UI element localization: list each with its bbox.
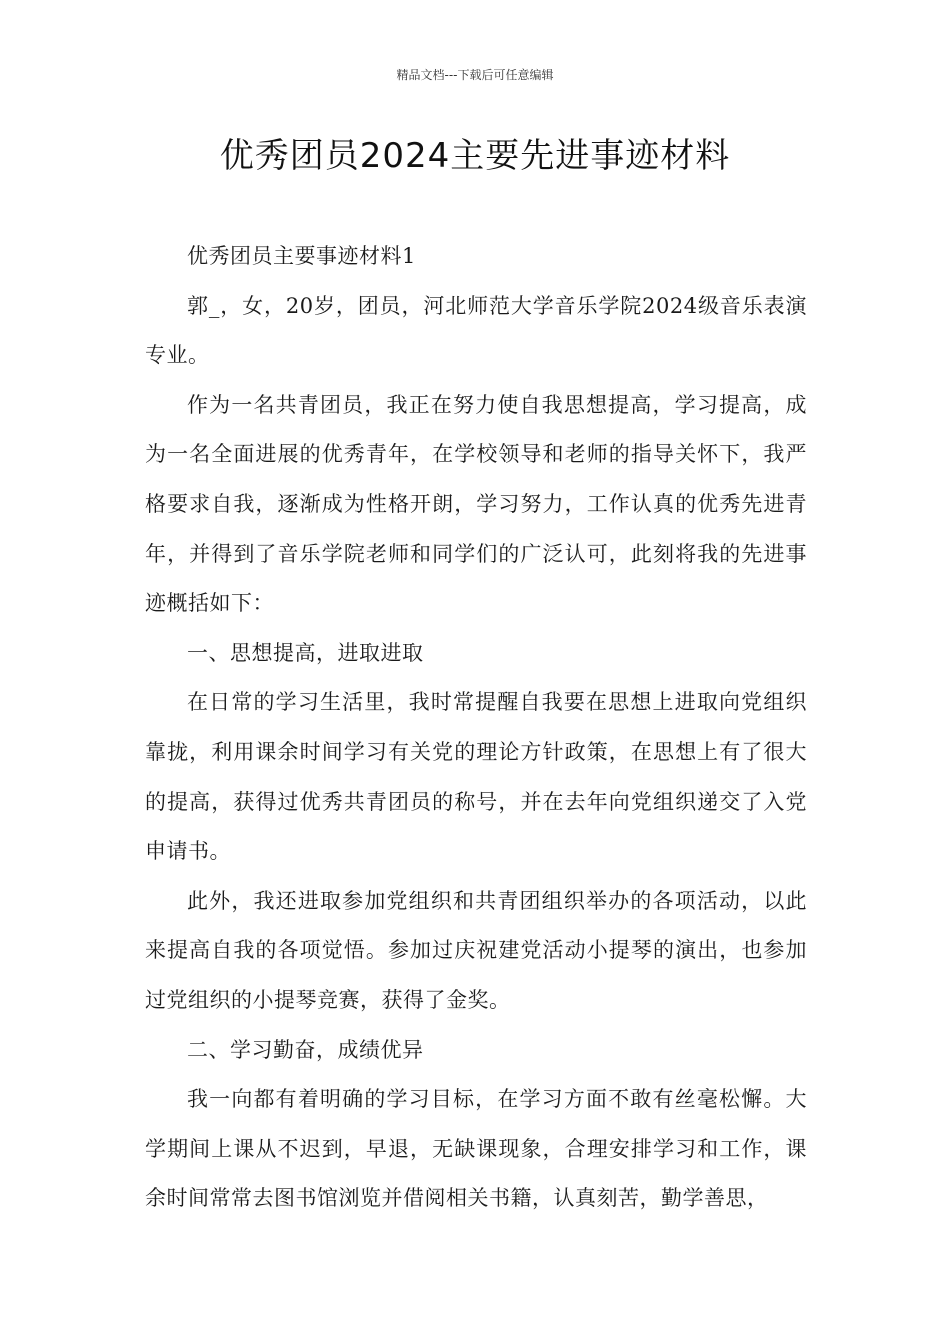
section-heading-2: 二、学习勤奋，成绩优异 xyxy=(187,1037,424,1062)
paragraph-2: 郭_，女，20岁，团员，河北师范大学音乐学院2024级音乐表演专业。 xyxy=(145,293,807,368)
paragraph-1: 优秀团员主要事迹材料1 xyxy=(187,244,416,268)
section-heading-1: 一、思想提高，进取进取 xyxy=(187,640,424,665)
document-title: 优秀团员2024主要先进事迹材料 xyxy=(219,136,731,176)
paragraph-6: 我一向都有着明确的学习目标，在学习方面不敢有丝毫松懈。大学期间上课从不迟到，早退，无缺课现象，合理安排学习和工作，课余时间常常去图书馆浏览并借阅相关书籍，认真刻苦，勤学善思， xyxy=(145,1087,807,1211)
paragraph-5: 此外，我还进取参加党组织和共青团组织举办的各项活动，以此来提高自我的各项觉悟。参加过庆祝建党活动小提琴的演出，也参加过党组织的小提琴竞赛，获得了金奖。 xyxy=(145,888,807,1012)
paragraph-4: 在日常的学习生活里，我时常提醒自我要在思想上进取向党组织靠拢，利用课余时间学习有关党的理论方针政策，在思想上有了很大的提高，获得过优秀共青团员的称号，并在去年向党组织递交了入党申请书。 xyxy=(145,690,807,864)
paragraph-3: 作为一名共青团员，我正在努力使自我思想提高，学习提高，成为一名全面进展的优秀青年，在学校领导和老师的指导关怀下，我严格要求自我，逐渐成为性格开朗，学习努力，工作认真的优秀先进青年，并得到了音乐学院老师和同学们的广泛认可，此刻将我的先进事迹概括如下： xyxy=(145,392,807,616)
header-note: 精品文档---下载后可任意编辑 xyxy=(396,68,554,82)
document-body xyxy=(145,232,807,1224)
